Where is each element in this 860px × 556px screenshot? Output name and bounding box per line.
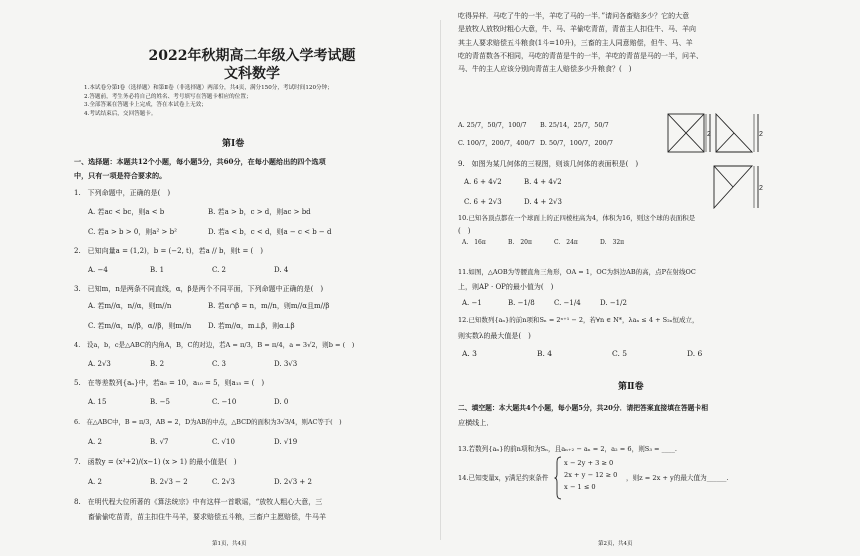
question-1-options-row1 <box>88 208 311 217</box>
question-4-options <box>88 360 297 369</box>
question-8-stem-line: 马、牛的主人应该分别向青苗主人赔偿多少升粮食？( ) <box>458 65 632 74</box>
option-a: A. 若ac < bc，则a < b <box>88 208 165 216</box>
question-11-options <box>462 299 627 308</box>
page-divider <box>440 20 441 540</box>
page-left <box>72 0 438 556</box>
exam-subtitle: 文科数学 <box>224 66 280 82</box>
option-c: C. √10 <box>212 438 235 446</box>
question-8-options-row1 <box>458 121 609 129</box>
option-c: C. 若a > b > 0，则a² > b² <box>88 228 177 236</box>
question-10-options <box>462 239 624 247</box>
option-d: D. 2√3 + 2 <box>274 478 312 486</box>
option-a: A. 2√3 <box>88 360 111 368</box>
option-c: C. 2 <box>212 266 227 274</box>
option-d: D. 3√3 <box>274 360 298 368</box>
option-d: D. 0 <box>274 398 289 406</box>
question-5-stem: 5. 在等差数列{aₙ}中，若a₅ = 10，a₁₀ = 5，则a₁₅ = ( ) <box>74 379 265 387</box>
instruction-line: 1.本试卷分第Ⅰ卷（选择题）和第Ⅱ卷（非选择题）两部分，共4页，满分150分，考试时间120分钟； <box>84 85 333 91</box>
question-10-stem: 10.已知各顶点都在一个球面上的正四棱柱高为4，体积为16，则这个球的表面积是 <box>458 214 696 222</box>
question-8-stem-line: 畜偷偷吃苗青，苗主扣住牛马羊，要求赔偿五斗粮，三畜户主愿赔偿，牛马羊 <box>88 513 326 521</box>
question-6-stem: 6. 在△ABC中，B = π/3，AB = 2，D为AB的中点，△BCD的面积为3√3/4，则AC等于( ) <box>74 418 342 426</box>
option-c: C. −10 <box>212 398 237 406</box>
option-d: D. 4 + 2√3 <box>524 198 562 206</box>
dimension-label: 2 <box>759 131 763 138</box>
question-8-stem-line: 是放牧人放牧时粗心大意，牛、马、羊偷吃青苗，青苗主人扣住牛、马、羊向 <box>458 25 696 34</box>
question-8-options-row2 <box>458 139 613 147</box>
question-7-options <box>88 478 312 487</box>
part1-intro-line: 一、选择题：本题共12个小题，每小题5分，共60分，在每小题给出的四个选项 <box>74 157 326 166</box>
three-view-figure <box>666 112 816 224</box>
option-d: D. 若a < b，c < d，则a − c < b − d <box>208 228 332 236</box>
option-b: B. 若α∩β = n，m//n，则m//α且m//β <box>208 302 330 310</box>
option-d: D. 50/7，100/7，200/7 <box>540 139 613 147</box>
option-b: B. 2 <box>150 360 165 368</box>
page-footer-right: 第2页，共4页 <box>598 541 633 548</box>
question-3-options-row1 <box>88 302 329 311</box>
option-a: A. 6 + 4√2 <box>464 178 502 186</box>
question-1-stem: 1. 下列命题中，正确的是( ) <box>74 189 171 197</box>
constraint-line: x − 1 ≤ 0 <box>564 482 596 491</box>
option-c: C. 3 <box>212 360 227 368</box>
option-a: A. 2 <box>88 478 102 486</box>
option-d: D. 6 <box>687 349 703 358</box>
question-10-stem-blank: ( ) <box>458 227 471 235</box>
option-b: B. 1 <box>150 266 165 274</box>
option-a: A. 25/7，50/7，100/7 <box>458 121 527 129</box>
question-11-stem-line2: 上，则AP · OP的最小值为( ) <box>458 283 554 291</box>
question-4-stem: 4. 设a，b，c是△ABC的内角A，B，C的对边，若A = π/3，B = π/4，a = 3√2，则b = ( ) <box>74 341 355 349</box>
option-d: D. √19 <box>274 438 298 446</box>
dimension-label: 2 <box>707 131 711 138</box>
option-d: D. 若m//α，m⊥β，则α⊥β <box>208 322 295 330</box>
part2-intro <box>458 404 708 428</box>
option-c: C. 若m//α，n//β，α//β，则m//n <box>88 322 192 330</box>
instruction-line: 4.考试结束后，交回答题卡。 <box>84 110 157 117</box>
option-d: D. −1/2 <box>600 299 627 307</box>
question-12-options <box>462 349 702 358</box>
question-12-stem-line2: 则实数λ的最大值是( ) <box>458 332 531 340</box>
part2-intro-line: 应横线上． <box>458 418 494 428</box>
option-b: B. 若a > b，c > d，则ac > bd <box>208 208 311 216</box>
option-b: B. −5 <box>150 398 170 406</box>
option-c: C. 2√3 <box>212 478 235 486</box>
question-8-stem-line: 8. 在明代程大位所著的《算法统宗》中有这样一首歌谣，“放牧人粗心大意，三 <box>74 498 323 506</box>
question-8-stem-line: 吃的青苗数各不相同，马吃的青苗是牛的一半，羊吃的青苗是马的一半，问羊、 <box>458 51 703 60</box>
question-5-options <box>88 398 288 407</box>
option-a: A. 2 <box>88 438 102 446</box>
question-1-options-row2 <box>88 228 332 237</box>
option-b: B. 4 + 4√2 <box>524 178 562 186</box>
question-14-stem: 14.已知变量x，y满足约束条件 <box>458 474 549 482</box>
constraint-line: x − 2y + 3 ≥ 0 <box>564 459 614 467</box>
question-8-stem-line: 吃得异样．马吃了牛的一半，羊吃了马的一半．”请问各畜赔多少？它的大意 <box>458 12 690 20</box>
constraint-line: 2x + y − 12 ≥ 0 <box>564 470 618 479</box>
question-2-stem: 2. 已知向量a = (1,2)，b = (−2, t)，若a // b，则t = ( ) <box>74 247 264 255</box>
option-b: B. −1/8 <box>508 299 535 307</box>
option-a: A. −4 <box>88 266 108 274</box>
question-9-options-row2 <box>464 198 562 207</box>
question-14-tail: ，则z = 2x + y的最大值为______. <box>626 474 729 482</box>
part2-intro-line: 二、填空题：本大题共4个小题，每小题5分，共20分．请把答案直接填在答题卡相 <box>458 404 709 412</box>
question-9-options-row1 <box>464 178 562 187</box>
option-d: D. 4 <box>274 266 289 274</box>
page-footer-left: 第1页，共4页 <box>212 541 247 548</box>
part1-intro-line: 中，只有一项是符合要求的。 <box>74 170 167 180</box>
exam-title: 2022年秋期高二年级入学考试题 <box>148 48 356 64</box>
dimension-label: 2 <box>759 185 763 192</box>
question-14-constraints <box>564 458 617 494</box>
question-7-stem: 7. 函数y = (x²+2)/(x−1) (x > 1) 的最小值是( ) <box>74 458 237 466</box>
instruction-line: 2.答题前，考生务必将自己的姓名、考号填写在答题卡相应的位置； <box>84 93 252 100</box>
section-2-title: 第Ⅱ卷 <box>618 382 644 392</box>
question-12-stem: 12.已知数列{aₙ}的前n项和Sₙ = 2ⁿ⁺¹ − 2，若∀n ∈ N*，λaₙ ≤ 4 + S₂ₙ恒成立， <box>458 316 699 324</box>
section-1-title: 第Ⅰ卷 <box>222 139 245 149</box>
question-13: 13.若数列{aₙ}的前n项和为Sₙ，且aₙ₊₂ − aₙ = 2，a₂ = 6，则S₃ = ____. <box>458 445 677 453</box>
option-a: A. −1 <box>462 299 482 307</box>
option-c: C. 24π <box>554 239 578 246</box>
question-3-stem: 3. 已知m，n是两条不同直线，α，β是两个不同平面，下列命题中正确的是( ) <box>74 285 324 293</box>
question-9-stem: 9. 如图为某几何体的三视图，则该几何体的表面积是( ) <box>458 160 639 168</box>
question-8-stem-line: 其主人要求赔偿五斗粮食(1斗=10升)，三畜的主人同意赔偿，但牛、马、羊 <box>458 38 693 47</box>
system-brace <box>554 456 562 500</box>
option-b: B. 25/14，25/7，50/7 <box>540 121 609 129</box>
option-c: C. −1/4 <box>554 299 581 307</box>
question-6-options <box>88 438 297 447</box>
option-b: B. 4 <box>537 349 553 358</box>
option-b: B. 2√3 − 2 <box>150 478 188 486</box>
option-b: B. √7 <box>150 438 169 446</box>
question-8-stem-continued <box>458 10 824 76</box>
option-c: C. 5 <box>612 349 628 358</box>
option-a: A. 若m//α，n//α，则m//n <box>88 302 172 310</box>
instruction-line: 3.全部答案在答题卡上完成，答在本试卷上无效； <box>84 102 207 109</box>
option-a: A. 3 <box>462 349 477 358</box>
option-a: A. 15 <box>88 398 107 406</box>
option-a: A. 16π <box>462 239 486 246</box>
instructions <box>84 84 424 119</box>
page-right <box>448 0 826 556</box>
part1-intro <box>74 158 326 181</box>
question-2-options <box>88 266 288 275</box>
option-b: B. 20π <box>508 239 532 246</box>
question-11-stem: 11.如图，△AOB为等腰直角三角形，OA = 1，OC为斜边AB的高，点P在射线OC <box>458 268 696 276</box>
option-d: D. 32π <box>600 239 625 246</box>
option-c: C. 100/7，200/7，400/7 <box>458 139 535 147</box>
option-c: C. 6 + 2√3 <box>464 198 502 206</box>
question-3-options-row2 <box>88 322 295 331</box>
